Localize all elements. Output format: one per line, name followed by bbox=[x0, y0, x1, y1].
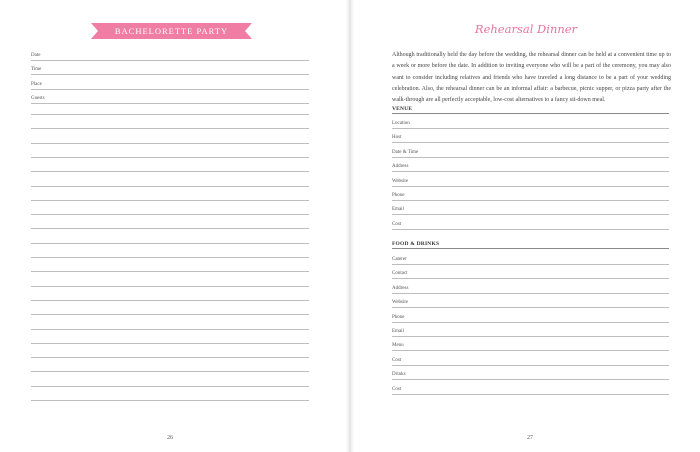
guest-list-line[interactable] bbox=[31, 271, 309, 272]
food-phone-label: Phone bbox=[392, 314, 405, 320]
food-contact-line[interactable] bbox=[392, 278, 669, 279]
guest-list-line[interactable] bbox=[31, 300, 309, 301]
field-time-label: Time bbox=[31, 67, 42, 73]
guest-list-line[interactable] bbox=[31, 143, 309, 144]
guest-list-line[interactable] bbox=[31, 257, 309, 258]
venue-cost-line[interactable] bbox=[392, 229, 669, 230]
guest-list-line[interactable] bbox=[31, 171, 309, 172]
venue-website-line[interactable] bbox=[392, 186, 669, 187]
page-number-left: 26 bbox=[167, 435, 173, 441]
page-number-right: 27 bbox=[527, 435, 533, 441]
guest-list-line[interactable] bbox=[31, 329, 309, 330]
food-address-line[interactable] bbox=[392, 293, 669, 294]
book-gutter bbox=[346, 0, 354, 452]
venue-address-line[interactable] bbox=[392, 171, 669, 172]
guest-list-line[interactable] bbox=[31, 314, 309, 315]
venue-date-time-line[interactable] bbox=[392, 157, 669, 158]
field-place-label: Place bbox=[31, 81, 42, 87]
guest-list-line[interactable] bbox=[31, 400, 309, 401]
venue-host-label: Host bbox=[392, 135, 402, 141]
field-place-line[interactable] bbox=[31, 89, 309, 90]
venue-email-label: Email bbox=[392, 207, 404, 213]
guest-list-line[interactable] bbox=[31, 200, 309, 201]
food-website-label: Website bbox=[392, 300, 408, 306]
intro-paragraph: Although traditionally held the day before the wedding, the rehearsal dinner can be held at a convenient time up to a week or more before the date. In addition to inviting everyone who will be a part of the ceremony, you may also want to consider including relatives and friends who have traveled a long distance to be a part of your wedding celebration. Also, the rehearsal dinner can be an informal affair: a barbecue, picnic supper, or pizza party after the walk-through are all perfectly acceptable, low-cost alternatives to a fancy sit-down meal. bbox=[392, 52, 671, 104]
guest-list-line[interactable] bbox=[31, 371, 309, 372]
field-date-line[interactable] bbox=[31, 60, 309, 61]
venue-website-label: Website bbox=[392, 178, 408, 184]
guest-list-line[interactable] bbox=[31, 357, 309, 358]
field-time-line[interactable] bbox=[31, 74, 309, 75]
food-cost-label: Cost bbox=[392, 357, 402, 363]
venue-phone-label: Phone bbox=[392, 193, 405, 198]
food-email-line[interactable] bbox=[392, 336, 669, 337]
ribbon-banner bbox=[91, 23, 252, 39]
guest-list-line[interactable] bbox=[31, 243, 309, 244]
guest-list-line[interactable] bbox=[31, 228, 309, 229]
guest-list-line[interactable] bbox=[31, 157, 309, 158]
food-drinks-heading-rule bbox=[392, 248, 669, 249]
venue-heading: VENUE bbox=[392, 106, 413, 112]
food-cost-line[interactable] bbox=[392, 394, 669, 395]
guest-list-line[interactable] bbox=[31, 186, 309, 187]
venue-phone-line[interactable] bbox=[392, 200, 669, 201]
guest-list-line[interactable] bbox=[31, 114, 309, 115]
venue-cost-label: Cost bbox=[392, 221, 402, 227]
ribbon-title: BACHELORETTE PARTY bbox=[114, 26, 229, 36]
food-caterer-line[interactable] bbox=[392, 264, 669, 265]
food-menu-label: Menu bbox=[392, 343, 404, 349]
guest-list-line[interactable] bbox=[31, 128, 309, 129]
food-cost-label: Cost bbox=[392, 386, 402, 392]
food-cost-line[interactable] bbox=[392, 365, 669, 366]
food-email-label: Email bbox=[392, 329, 404, 334]
venue-heading-rule bbox=[392, 113, 669, 114]
food-phone-line[interactable] bbox=[392, 322, 669, 323]
venue-location-label: Location bbox=[392, 121, 410, 126]
guest-list-line[interactable] bbox=[31, 214, 309, 215]
food-menu-line[interactable] bbox=[392, 350, 669, 351]
field-date-label: Date bbox=[31, 53, 41, 58]
food-address-label: Address bbox=[392, 285, 409, 291]
food-drinks-heading: FOOD & DRINKS bbox=[392, 241, 440, 247]
field-guests-line[interactable] bbox=[31, 103, 309, 104]
food-drinks-line[interactable] bbox=[392, 379, 669, 380]
venue-location-line[interactable] bbox=[392, 128, 669, 129]
venue-address-label: Address bbox=[392, 164, 409, 170]
venue-date-time-label: Date & Time bbox=[392, 149, 419, 155]
guest-list-line[interactable] bbox=[31, 386, 309, 387]
food-drinks-label: Drinks bbox=[392, 372, 406, 378]
guest-list-line[interactable] bbox=[31, 343, 309, 344]
venue-host-line[interactable] bbox=[392, 142, 669, 143]
guest-list-line[interactable] bbox=[31, 286, 309, 287]
food-website-line[interactable] bbox=[392, 307, 669, 308]
field-guests-label: Guests bbox=[31, 95, 45, 101]
food-caterer-label: Caterer bbox=[392, 257, 407, 262]
page-title: Rehearsal Dinner bbox=[474, 22, 578, 36]
food-contact-label: Contact bbox=[392, 271, 408, 277]
venue-email-line[interactable] bbox=[392, 214, 669, 215]
